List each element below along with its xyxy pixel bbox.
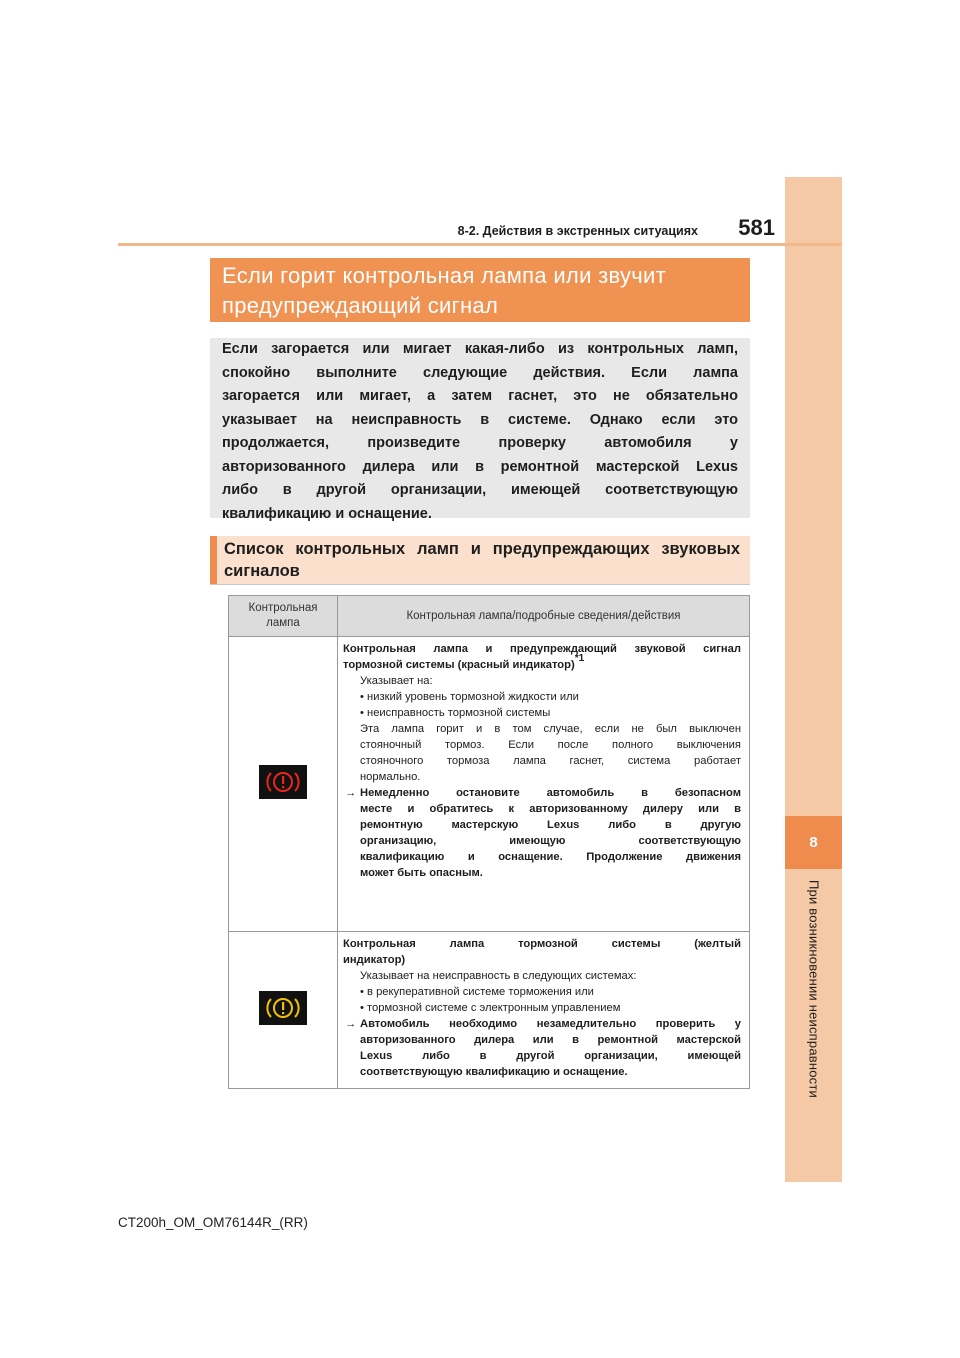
bullet-item: • в рекуперативной системе торможения или [360, 986, 594, 998]
intro-line: либо в другой организации, имеющей соответствующую [222, 482, 738, 498]
table-header-row [229, 596, 750, 637]
arrow-right-icon: → [345, 1018, 357, 1030]
action-line: организацию, имеющую соответствующую [360, 835, 741, 847]
chapter-title-text: При возникновении неисправности [806, 880, 822, 1098]
arrow-right-icon: → [345, 787, 357, 799]
lamp-description [338, 637, 750, 932]
action-line: квалификацию и оснащение. Продолжение движения [360, 851, 741, 863]
lamp-cell [229, 637, 338, 932]
bullet-item: • низкий уровень тормозной жидкости или [360, 691, 579, 703]
bullet-item: • неисправность тормозной системы [360, 707, 551, 719]
intro-line: продолжается, произведите проверку автомобиля у [222, 435, 738, 451]
bullet-text: в рекуперативной системе торможения или [367, 986, 594, 998]
row-title-line: Контрольная лампа тормозной системы (желтый [343, 938, 741, 950]
row-intro: Указывает на неисправность в следующих системах: [360, 970, 637, 982]
note-line: стояночного тормоза лампа гаснет, система работает [360, 755, 741, 767]
subheading-text [224, 538, 740, 582]
section-header: 8-2. Действия в экстренных ситуациях [457, 224, 698, 238]
row-title-text: тормозной системы (красный индикатор) [343, 659, 575, 671]
page-title-line: Если горит контрольная лампа или звучит [222, 263, 666, 288]
row-intro: Указывает на: [360, 675, 433, 687]
intro-line: указывает на неисправность в системе. Однако если это [222, 411, 738, 428]
action-block [343, 1016, 741, 1080]
page-title [210, 258, 750, 322]
footnote-marker: *1 [574, 653, 585, 664]
action-line: Lexus либо в другой организации, имеющей [360, 1050, 741, 1062]
warning-lights-table [228, 595, 750, 1089]
note-line: нормально. [360, 771, 421, 783]
note-line: Эта лампа горит и в том случае, если не был выключен [360, 723, 741, 735]
bullet-item: • тормозной системе с электронным управлением [360, 1002, 621, 1014]
subheading-rule [210, 584, 750, 585]
column-header-lamp: Контрольная лампа [229, 596, 338, 637]
action-line: Автомобиль необходимо незамедлительно проверить у [360, 1018, 741, 1030]
intro-line: спокойно выполните следующие действия. Если лампа [222, 364, 738, 381]
intro-paragraph [210, 338, 750, 522]
intro-line: Если загорается или мигает какая-либо из контрольных ламп, [222, 341, 738, 357]
column-header-details: Контрольная лампа/подробные сведения/действия [338, 596, 750, 637]
action-line: авторизованного дилера или в ремонтной мастерской [360, 1034, 741, 1046]
row-title-line: индикатор) [343, 954, 406, 966]
intro-line: загорается или мигает, а затем гаснет, это не обязательно [222, 388, 738, 404]
lamp-cell [229, 932, 338, 1089]
note-line: стояночный тормоз. Если после полного выключения [360, 739, 741, 751]
subheading-line: Список контрольных ламп и предупреждающих звуковых [224, 540, 740, 558]
row-title-line [343, 653, 741, 673]
header-rule [118, 243, 842, 246]
subheading-accent-bar [210, 536, 217, 584]
page-title-line: предупреждающий сигнал [222, 293, 499, 318]
action-line: может быть опасным. [360, 867, 483, 879]
intro-line: авторизованного дилера или в ремонтной мастерской Lexus [222, 458, 738, 475]
lamp-description [338, 932, 750, 1089]
brake-warning-yellow-icon [259, 991, 307, 1025]
subheading [210, 536, 750, 584]
action-block [343, 785, 741, 881]
action-line: Немедленно остановите автомобиль в безопасном [360, 787, 741, 799]
chapter-number-badge: 8 [785, 816, 842, 869]
bullet-text: неисправность тормозной системы [367, 707, 551, 719]
subheading-line: сигналов [224, 562, 300, 580]
bullet-text: тормозной системе с электронным управлением [367, 1002, 621, 1014]
table-row [229, 932, 750, 1089]
action-line: ремонтную мастерскую Lexus либо в другую [360, 819, 741, 831]
brake-warning-red-icon [259, 765, 307, 799]
document-code-footer: CT200h_OM_OM76144R_(RR) [118, 1215, 308, 1230]
intro-line: квалификацию и оснащение. [222, 505, 432, 522]
action-line: соответствующую квалификацию и оснащение. [360, 1066, 628, 1078]
chapter-title-vertical [786, 880, 842, 1120]
row-title-line: Контрольная лампа и предупреждающий звуковой сигнал [343, 643, 741, 655]
page-number: 581 [738, 215, 775, 240]
action-line: месте и обратитесь к авторизованному дилеру или в [360, 803, 741, 815]
table-row [229, 637, 750, 932]
bullet-text: низкий уровень тормозной жидкости или [367, 691, 579, 703]
